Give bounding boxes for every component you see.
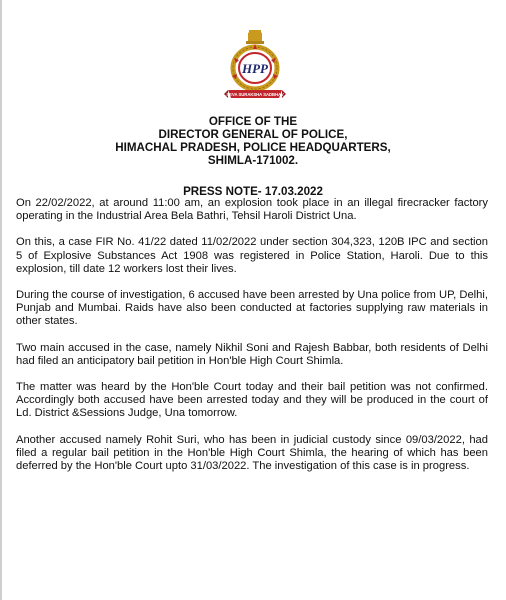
page-edge-divider <box>0 0 2 600</box>
press-note-body <box>16 197 488 486</box>
press-note-title: PRESS NOTE- 17.03.2022 <box>183 185 323 198</box>
emblem-crown <box>246 30 264 44</box>
header-line-1: OFFICE OF THE <box>208 115 298 128</box>
paragraph-2: On this, a case FIR No. 41/22 dated 11/02/2022 under section 304,323, 120B IPC and section 5 of Explosive Substances Act 1908 was registered in Police Station, Haroli. Due to this explosion, till date 12 workers lost their lives. <box>16 236 488 275</box>
header-line-4: SHIMLA-171002. <box>207 154 299 167</box>
paragraph-3: During the course of investigation, 6 accused have been arrested by Una police from UP, Delhi, Punjab and Mumbai. Raids have also been conducted at factories supplying raw materials in other states. <box>16 289 488 328</box>
paragraph-6: Another accused namely Rohit Suri, who has been in judicial custody since 09/03/2022, had filed a regular bail petition in the Hon'ble High Court Shimla, the hearing of which has been deferred by the Hon'ble Court upto 31/03/2022. The investigation of this case is in progress. <box>16 433 488 473</box>
emblem-monogram: HPP <box>242 61 268 76</box>
header-line-2: DIRECTOR GENERAL OF POLICE, <box>158 128 348 141</box>
office-header <box>0 115 506 167</box>
paragraph-5: The matter was heard by the Hon'ble Court today and their bail petition was not confirmed. Accordingly both accused have been arrested today and they will be produced in the court of Ld. District &Sessions Judge, Una tomorrow. <box>16 381 488 420</box>
hpp-police-emblem-icon <box>222 28 288 104</box>
emblem-ribbon-text: SEVA SURAKSHA SADBHAV <box>226 92 284 98</box>
header-line-3: HIMACHAL PRADESH, POLICE HEADQUARTERS, <box>115 141 391 154</box>
paragraph-4: Two main accused in the case, namely Nikhil Soni and Rajesh Babbar, both residents of Delhi had filed an anticipatory bail petition in Hon'ble High Court Shimla. <box>16 341 488 367</box>
paragraph-1: On 22/02/2022, at around 11:00 am, an explosion took place in an illegal firecracker factory operating in the Industrial Area Bela Bathri, Tehsil Haroli District Una. <box>16 197 488 223</box>
